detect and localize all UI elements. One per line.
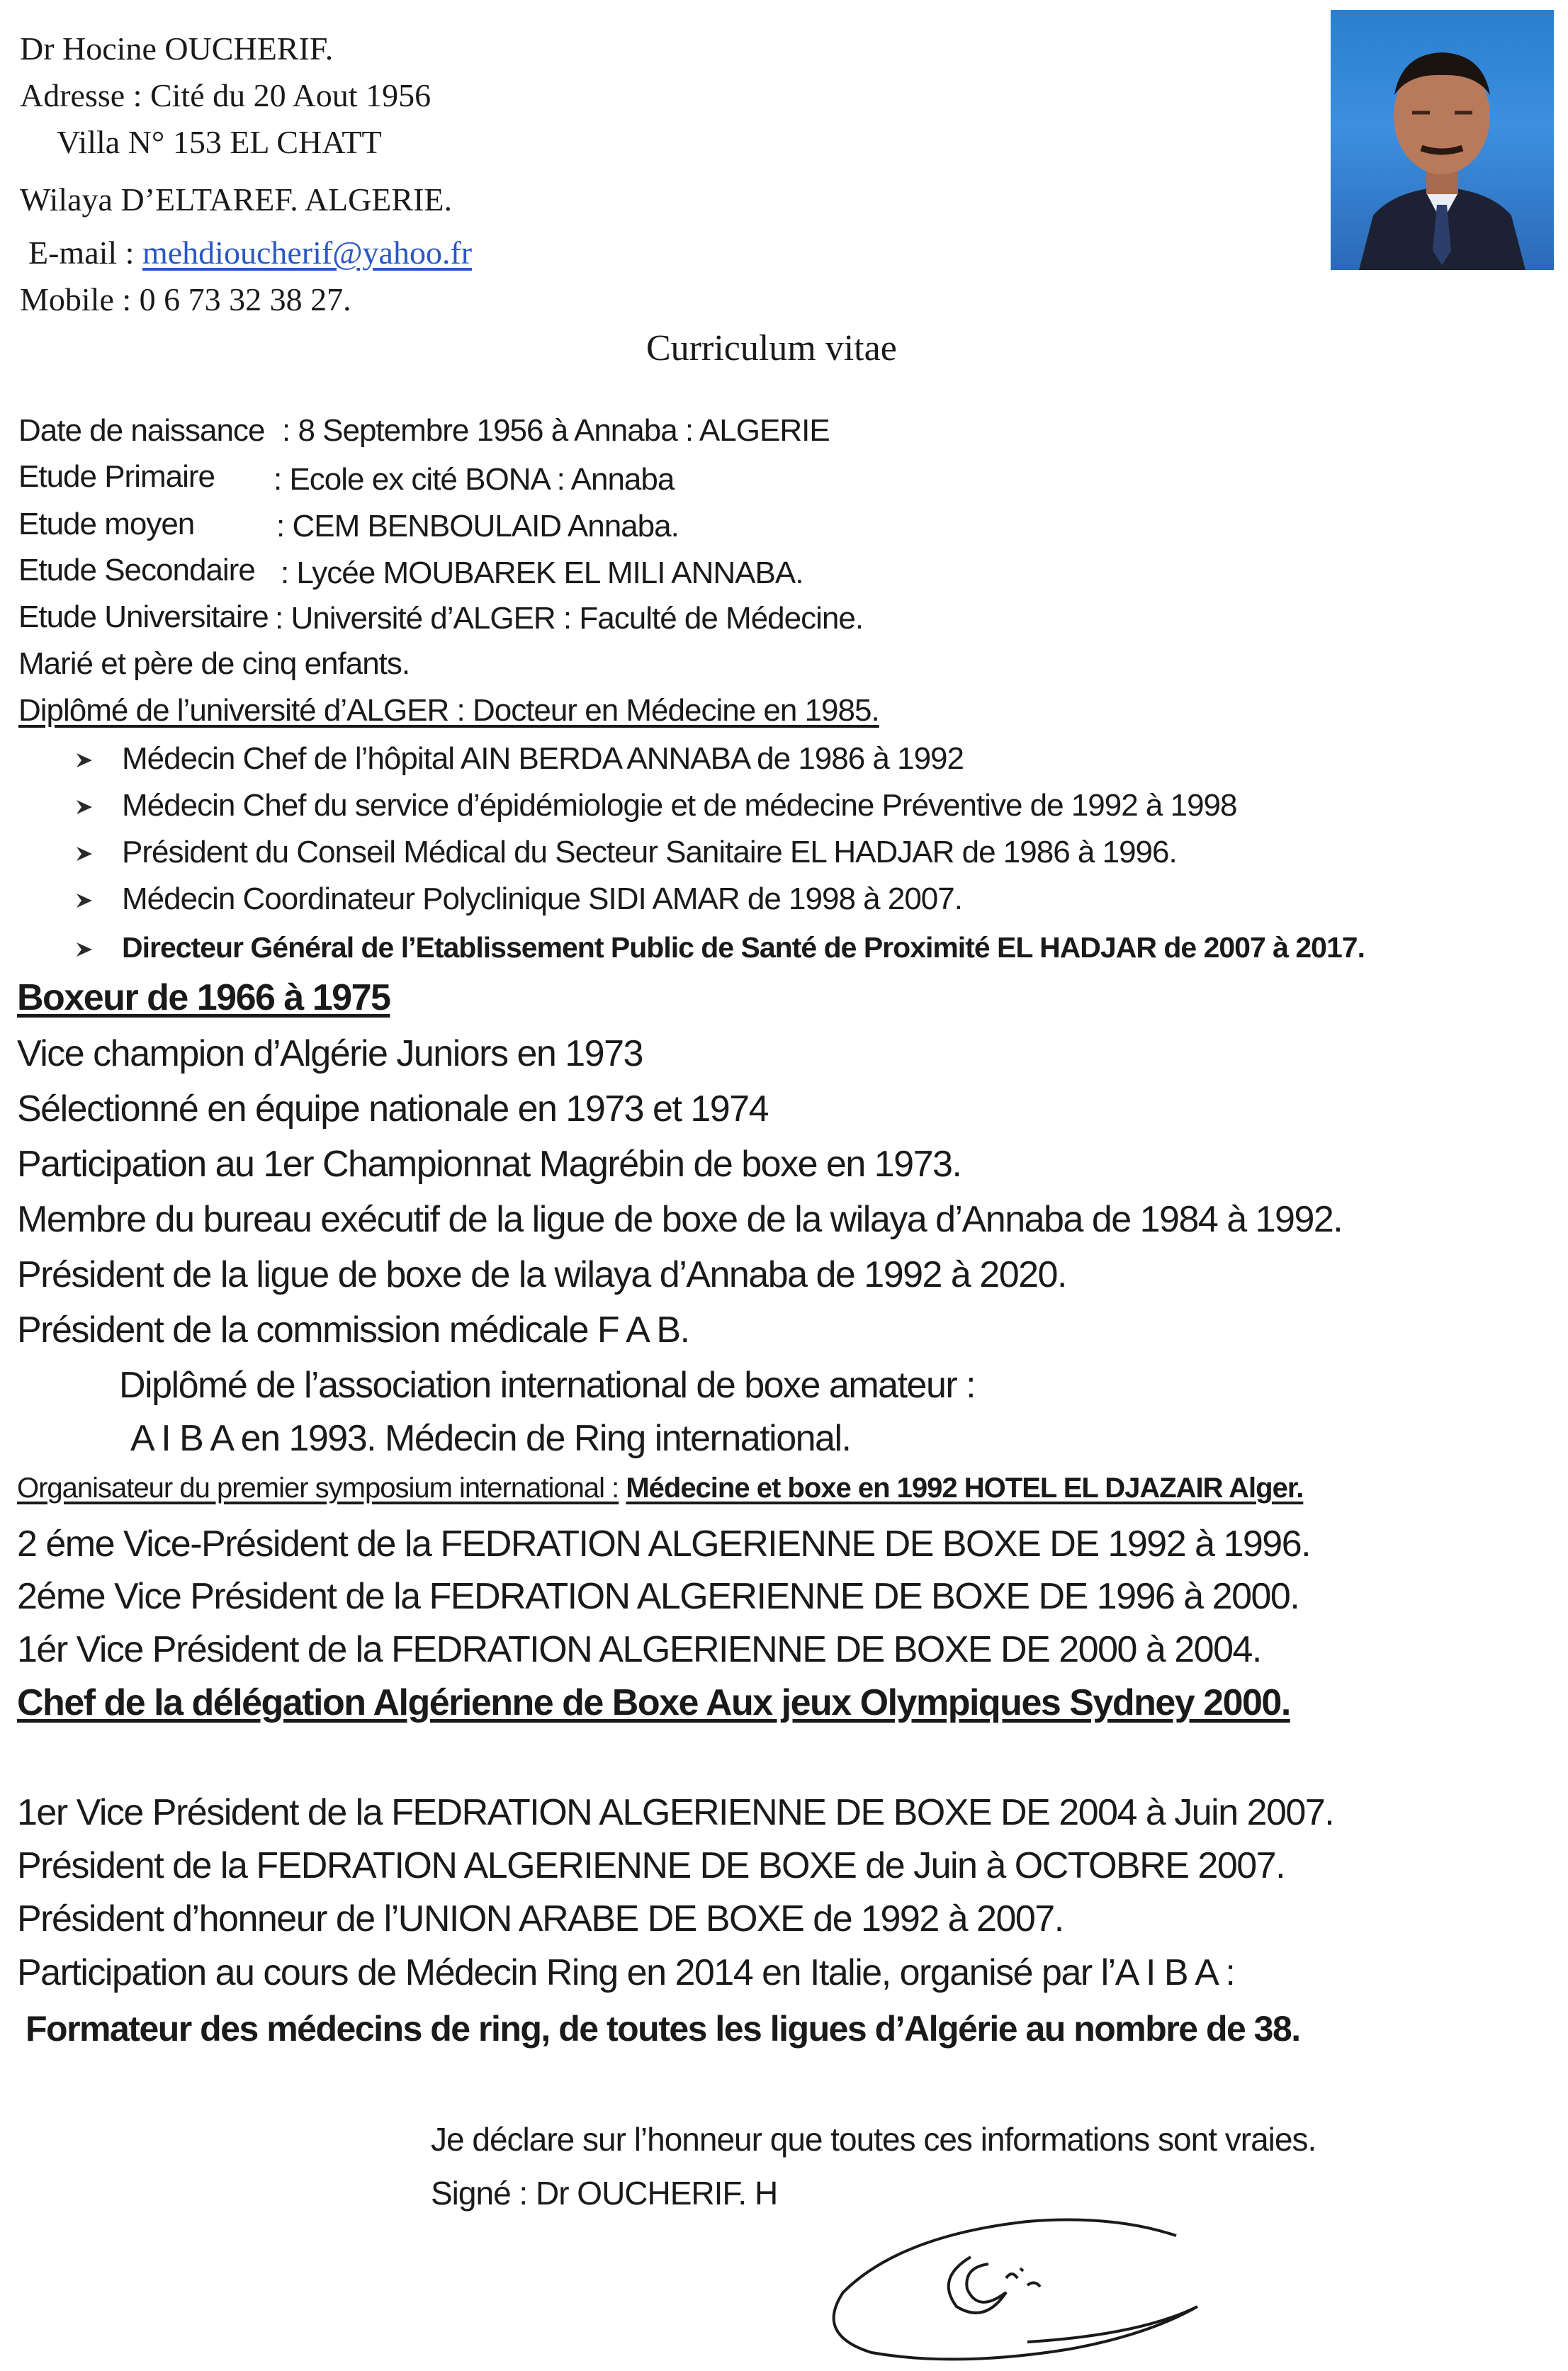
- symposium-label: Organisateur du premier symposium international :: [17, 1472, 619, 1504]
- email-link[interactable]: mehdioucherif@yahoo.fr: [142, 235, 473, 271]
- career-text: Directeur Général de l’Etablissement Public de Santé de Proximité EL HADJAR de 2007 à 2017.: [122, 931, 1365, 964]
- career-text: Médecin Chef de l’hôpital AIN BERDA ANNABA de 1986 à 1992: [122, 741, 964, 776]
- boxing-item-3: Participation au 1er Championnat Magrébin de boxe en 1973.: [17, 1144, 961, 1185]
- federation2-item-3: Président d’honneur de l’UNION ARABE DE BOXE de 1992 à 2007.: [17, 1898, 1064, 1939]
- personal-label-middle: Etude moyen: [18, 507, 195, 541]
- career-item-2: [75, 788, 1237, 823]
- page-title: Curriculum vitae: [646, 328, 897, 368]
- declaration: Je déclare sur l’honneur que toutes ces informations sont vraies.: [431, 2121, 1316, 2158]
- personal-label-secondary: Etude Secondaire: [18, 553, 255, 587]
- family-status: Marié et père de cinq enfants.: [18, 646, 410, 681]
- trainer-statement: Formateur des médecins de ring, de toutes les ligues d’Algérie au nombre de 38.: [26, 2009, 1300, 2049]
- personal-value-university: : Université d’ALGER : Faculté de Médecine.: [275, 601, 864, 636]
- personal-label-birth: Date de naissance: [18, 413, 265, 448]
- address-line-2: Villa N° 153 EL CHATT: [57, 124, 382, 160]
- mobile-number: Mobile : 0 6 73 32 38 27.: [20, 281, 351, 317]
- career-item-4: [75, 882, 962, 917]
- federation2-item-4: Participation au cours de Médecin Ring en 2014 en Italie, organisé par l’A I B A :: [17, 1952, 1235, 1993]
- career-text: Président du Conseil Médical du Secteur Sanitaire EL HADJAR de 1986 à 1996.: [122, 835, 1177, 869]
- federation-item-3: 1ér Vice Président de la FEDRATION ALGERIENNE DE BOXE DE 2000 à 2004.: [17, 1629, 1261, 1670]
- profile-photo: [1331, 10, 1554, 270]
- career-item-5: [75, 931, 1365, 964]
- federation-item-1: 2 éme Vice-Président de la FEDRATION ALGERIENNE DE BOXE DE 1992 à 1996.: [17, 1524, 1311, 1565]
- personal-value-primary: : Ecole ex cité BONA : Annaba: [273, 462, 675, 497]
- aiba-diploma-line-2: A I B A en 1993. Médecin de Ring international.: [130, 1418, 851, 1459]
- symposium-line: [17, 1472, 1303, 1504]
- arrow-bullet-icon: [75, 940, 94, 959]
- diploma-heading: Diplômé de l’université d’ALGER : Docteur en Médecine en 1985.: [18, 693, 879, 728]
- personal-label-primary: Etude Primaire: [18, 459, 215, 494]
- boxing-item-6: Président de la commission médicale F A B.: [17, 1310, 689, 1351]
- author-name: Dr Hocine OUCHERIF.: [20, 30, 334, 67]
- signed-line: Signé : Dr OUCHERIF. H: [431, 2175, 778, 2212]
- arrow-bullet-icon: [75, 845, 94, 863]
- arrow-bullet-icon: [75, 798, 94, 816]
- federation2-item-2: Président de la FEDRATION ALGERIENNE DE BOXE de Juin à OCTOBRE 2007.: [17, 1845, 1285, 1886]
- email-label: E-mail :: [28, 235, 135, 271]
- career-text: Médecin Chef du service d’épidémiologie et de médecine Préventive de 1992 à 1998: [122, 788, 1237, 823]
- career-text: Médecin Coordinateur Polyclinique SIDI AMAR de 1998 à 2007.: [122, 882, 962, 916]
- personal-value-middle: : CEM BENBOULAID Annaba.: [276, 509, 679, 544]
- career-item-3: [75, 835, 1177, 870]
- boxing-item-4: Membre du bureau exécutif de la ligue de boxe de la wilaya d’Annaba de 1984 à 1992.: [17, 1199, 1343, 1240]
- address-line-1: Adresse : Cité du 20 Aout 1956: [20, 77, 432, 113]
- personal-label-university: Etude Universitaire: [18, 599, 269, 634]
- boxing-item-5: Président de la ligue de boxe de la wilaya d’Annaba de 1992 à 2020.: [17, 1254, 1066, 1295]
- email-row: [28, 234, 472, 271]
- address-line-3: Wilaya D’ELTAREF. ALGERIE.: [20, 181, 452, 218]
- career-item-1: [75, 741, 964, 777]
- federation-item-2: 2éme Vice Président de la FEDRATION ALGERIENNE DE BOXE DE 1996 à 2000.: [17, 1576, 1299, 1617]
- boxing-heading: Boxeur de 1966 à 1975: [17, 977, 390, 1018]
- boxing-item-2: Sélectionné en équipe nationale en 1973 et 1974: [17, 1088, 769, 1130]
- symposium-detail: Médecine et boxe en 1992 HOTEL EL DJAZAIR Alger.: [626, 1472, 1304, 1504]
- aiba-diploma-line-1: Diplômé de l’association international de boxe amateur :: [119, 1365, 976, 1406]
- portrait-graphic: [1331, 10, 1554, 270]
- federation2-item-1: 1er Vice Président de la FEDRATION ALGERIENNE DE BOXE DE 2004 à Juin 2007.: [17, 1792, 1334, 1833]
- handwritten-signature: [815, 2200, 1212, 2371]
- boxing-item-1: Vice champion d’Algérie Juniors en 1973: [17, 1033, 643, 1074]
- personal-value-birth: : 8 Septembre 1956 à Annaba : ALGERIE: [282, 413, 830, 448]
- arrow-bullet-icon: [75, 751, 94, 770]
- olympics-delegation: Chef de la délégation Algérienne de Boxe Aux jeux Olympiques Sydney 2000.: [17, 1682, 1290, 1723]
- arrow-bullet-icon: [75, 891, 94, 910]
- personal-value-secondary: : Lycée MOUBAREK EL MILI ANNABA.: [281, 556, 803, 590]
